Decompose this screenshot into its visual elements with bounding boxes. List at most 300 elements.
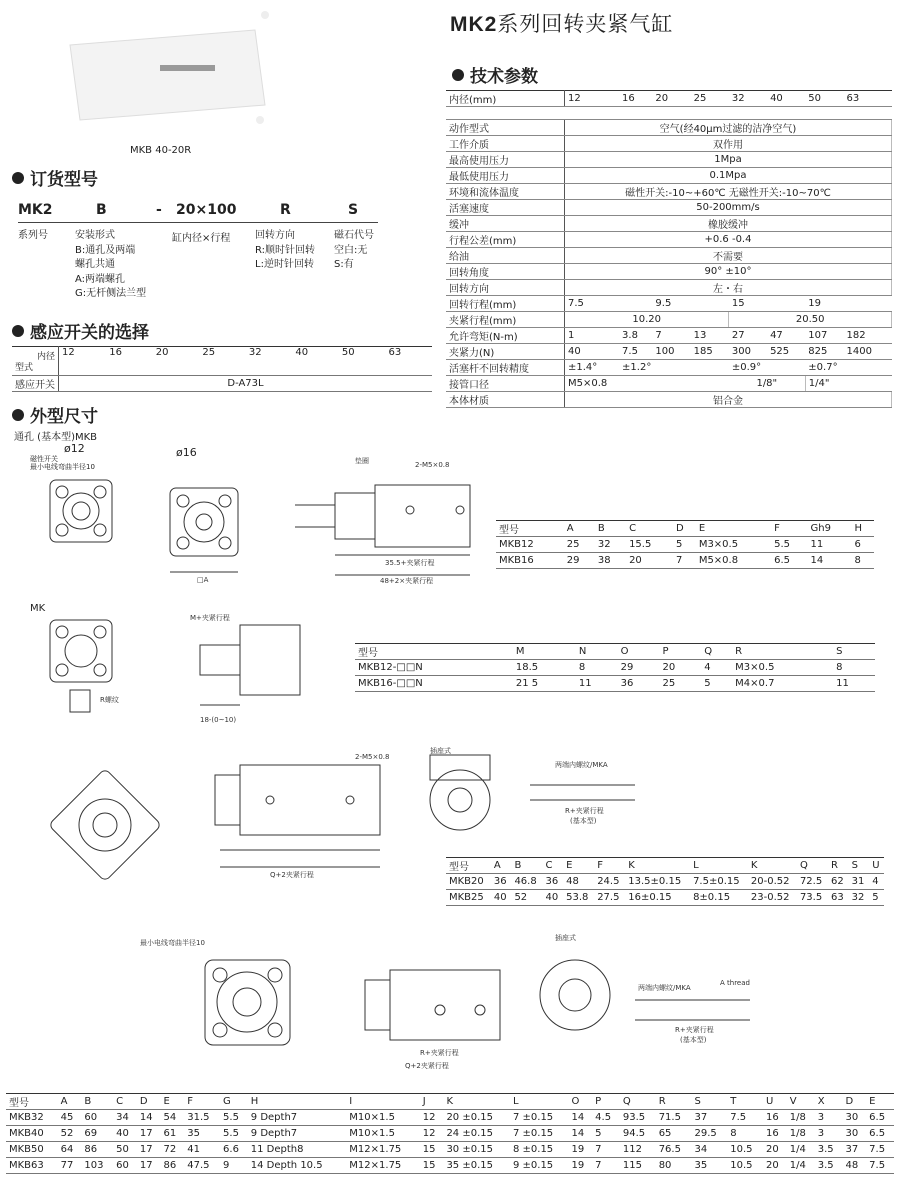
table-cell: 10.5: [727, 1158, 763, 1174]
product-photo: [60, 10, 280, 140]
table-header: [6, 1094, 894, 1110]
order-col-mount: [75, 229, 146, 302]
table-cell: 12: [420, 1126, 444, 1142]
table-cell: 5.5: [220, 1126, 248, 1142]
table-cell: 14 Depth 10.5: [248, 1158, 347, 1174]
front-view-drawing: [145, 460, 255, 590]
table-cell: Q: [701, 644, 732, 660]
table-cell: 40: [491, 890, 512, 906]
table-cell: 29: [564, 553, 595, 569]
table-cell: 35 ±0.15: [443, 1158, 510, 1174]
both-thread-label: 两端内螺纹/MKA: [555, 761, 608, 769]
table-cell: 61: [161, 1126, 185, 1142]
page-title: MK2系列回转夹紧气缸: [450, 12, 674, 36]
table-cell: 64: [58, 1142, 82, 1158]
table-cell: F: [771, 521, 807, 537]
table-cell: K: [443, 1094, 510, 1110]
table-cell: 型号: [355, 644, 513, 660]
order-col-direction: [255, 229, 315, 273]
table-cell: 94.5: [620, 1126, 656, 1142]
table-cell: 31: [849, 874, 870, 890]
table-cell: M3×0.5: [696, 537, 771, 553]
table-cell: 40: [113, 1126, 137, 1142]
washer-label: 垫圈: [355, 457, 369, 465]
table-cell: D: [673, 521, 696, 537]
table-cell: 11 Depth8: [248, 1142, 347, 1158]
mkb20-drawing: [20, 745, 420, 885]
spec-value: 20.50: [729, 312, 892, 328]
spec-label: 环境和流体温度: [446, 184, 565, 200]
table-cell: 25: [564, 537, 595, 553]
spec-label: 允许弯矩(N-m): [446, 328, 565, 344]
table-cell: 7: [592, 1158, 620, 1174]
m5-label: 2-M5×0.8: [355, 753, 390, 761]
table-cell: L: [510, 1094, 568, 1110]
table-cell: 5: [869, 890, 884, 906]
spec-row: [446, 312, 892, 328]
table-cell: B: [595, 521, 626, 537]
bore-cell: 32: [246, 347, 293, 376]
spec-label: 最高使用压力: [446, 152, 565, 168]
order-text: R:顺时针回转: [255, 244, 316, 256]
bore-cell: 16: [619, 91, 652, 107]
table-header: [446, 858, 884, 874]
table-cell: 35: [691, 1158, 727, 1174]
spec-table: [446, 90, 892, 408]
table-cell: 20: [626, 553, 673, 569]
table-cell: 31.5: [184, 1110, 220, 1126]
table-cell: B: [81, 1094, 113, 1110]
table-cell: 34: [691, 1142, 727, 1158]
order-text: 磁石代号: [334, 230, 374, 241]
table-cell: MKB63: [6, 1158, 58, 1174]
spec-value: +0.6 -0.4: [565, 232, 892, 248]
table-cell: 30: [842, 1126, 866, 1142]
svg-text:□A: □A: [197, 576, 209, 584]
spec-row: [446, 216, 892, 232]
table-row: [6, 1110, 894, 1126]
section-order: 订货型号: [12, 165, 98, 190]
spec-value: 不需要: [565, 248, 892, 264]
spec-value: M5×0.8: [565, 376, 729, 392]
code-direction: R: [280, 202, 291, 218]
table-cell: 37: [691, 1110, 727, 1126]
table-cell: T: [727, 1094, 763, 1110]
table-cell: M3×0.5: [732, 660, 833, 676]
table-cell: 14: [807, 553, 851, 569]
spec-label: 回转方向: [446, 280, 565, 296]
mkb32-drawing: [120, 930, 900, 1080]
q-plus-label: Q+2夹紧行程: [405, 1062, 449, 1070]
table-cell: E: [866, 1094, 894, 1110]
spec-row: [446, 360, 892, 376]
table-cell: 86: [81, 1142, 113, 1158]
dim-table-4: [6, 1093, 894, 1174]
table-row: [6, 1142, 894, 1158]
table-cell: 17: [137, 1158, 161, 1174]
spec-value: 空气(经40μm过滤的洁净空气): [565, 120, 892, 136]
table-cell: 5: [701, 676, 732, 692]
table-cell: 38: [595, 553, 626, 569]
table-cell: 20 ±0.15: [443, 1110, 510, 1126]
table-cell: H: [248, 1094, 347, 1110]
bore-cell: 25: [691, 91, 729, 107]
r-plus-label: R+夹紧行程: [675, 1026, 714, 1034]
table-cell: 23-0.52: [748, 890, 797, 906]
table-cell: 60: [113, 1158, 137, 1174]
spec-value: 107: [805, 328, 843, 344]
table-cell: X: [815, 1094, 843, 1110]
r-plus-label: R+夹紧行程: [420, 1049, 459, 1057]
table-cell: 9: [220, 1158, 248, 1174]
r-thread-label: R螺纹: [100, 696, 119, 704]
bore-cell: 40: [292, 347, 339, 376]
table-cell: I: [346, 1094, 419, 1110]
table-cell: 5: [592, 1126, 620, 1142]
spec-value: 825: [805, 344, 843, 360]
table-cell: 1/4: [787, 1158, 815, 1174]
table-cell: 112: [620, 1142, 656, 1158]
table-header: [355, 644, 875, 660]
table-cell: 8 ±0.15: [510, 1142, 568, 1158]
table-cell: 13.5±0.15: [625, 874, 690, 890]
spec-value: 0.1Mpa: [565, 168, 892, 184]
code-series: MK2: [18, 202, 53, 218]
spec-value: 15: [729, 296, 805, 312]
table-cell: O: [568, 1094, 592, 1110]
table-cell: 型号: [496, 521, 564, 537]
spec-row: [446, 328, 892, 344]
table-cell: 1/8: [787, 1126, 815, 1142]
table-cell: 63: [828, 890, 849, 906]
table-cell: 8: [851, 553, 874, 569]
order-text: 螺孔共通: [75, 259, 115, 270]
socket-label: 插座式: [430, 747, 451, 755]
table-cell: E: [563, 858, 594, 874]
table-cell: M4×0.7: [732, 676, 833, 692]
table-cell: 29.5: [691, 1126, 727, 1142]
spec-value: 50-200mm/s: [565, 200, 892, 216]
table-cell: 24 ±0.15: [443, 1126, 510, 1142]
table-cell: 11: [833, 676, 875, 692]
total-length-label: 48+2×夹紧行程: [380, 577, 434, 585]
switch-corner-bottom: 型式: [15, 363, 34, 373]
table-cell: 6: [851, 537, 874, 553]
order-col-series: [18, 229, 48, 243]
table-row: [446, 890, 884, 906]
table-cell: O: [618, 644, 660, 660]
table-cell: Q: [620, 1094, 656, 1110]
bore-cell: 16: [106, 347, 153, 376]
table-cell: 30 ±0.15: [443, 1142, 510, 1158]
table-cell: S: [691, 1094, 727, 1110]
switch-value: D-A73L: [59, 376, 433, 392]
socket-label: 插座式: [555, 934, 576, 942]
table-cell: H: [851, 521, 874, 537]
bore-cell: 32: [729, 91, 767, 107]
socket-drawing: [400, 745, 650, 855]
table-cell: S: [833, 644, 875, 660]
spec-label: 行程公差(mm): [446, 232, 565, 248]
dim-table-1: [496, 520, 874, 569]
table-cell: 9 Depth7: [248, 1110, 347, 1126]
spec-label: 活塞速度: [446, 200, 565, 216]
side-view-drawing: [275, 455, 485, 585]
min-bend-label: 最小电线弯曲半径10: [140, 939, 205, 947]
table-cell: 7 ±0.15: [510, 1126, 568, 1142]
table-cell: MKB12: [496, 537, 564, 553]
table-cell: D: [842, 1094, 866, 1110]
table-cell: 40: [543, 890, 564, 906]
table-cell: L: [690, 858, 748, 874]
table-cell: 12: [420, 1110, 444, 1126]
table-cell: 36: [543, 874, 564, 890]
code-magnet: S: [348, 202, 359, 218]
table-cell: P: [659, 644, 701, 660]
basic-label: (基本型): [570, 817, 597, 825]
table-cell: MKB16: [496, 553, 564, 569]
spec-value: 185: [691, 344, 729, 360]
table-cell: 50: [113, 1142, 137, 1158]
table-cell: C: [543, 858, 564, 874]
spec-value: 100: [652, 344, 690, 360]
table-cell: 型号: [446, 858, 491, 874]
table-cell: MKB20: [446, 874, 491, 890]
table-cell: 35: [184, 1126, 220, 1142]
spec-row: [446, 248, 892, 264]
dims-subtitle: 通孔 (基本型)MKB: [14, 432, 98, 443]
m5-label: 2-M5×0.8: [415, 461, 450, 469]
table-cell: 103: [81, 1158, 113, 1174]
table-cell: 93.5: [620, 1110, 656, 1126]
table-cell: R: [656, 1094, 692, 1110]
table-cell: 20: [763, 1142, 787, 1158]
table-cell: 7.5: [866, 1158, 894, 1174]
table-cell: 80: [656, 1158, 692, 1174]
table-cell: M10×1.5: [346, 1110, 419, 1126]
spec-value: ±1.4°: [565, 360, 620, 376]
spec-row: [446, 184, 892, 200]
spec-value: 橡胶缓冲: [565, 216, 892, 232]
table-cell: C: [113, 1094, 137, 1110]
spec-label: 动作型式: [446, 120, 565, 136]
spec-value: 1/4": [805, 376, 891, 392]
table-cell: 3.5: [815, 1142, 843, 1158]
table-cell: 20: [659, 660, 701, 676]
table-cell: 16: [763, 1110, 787, 1126]
table-cell: J: [420, 1094, 444, 1110]
spec-value: ±1.2°: [619, 360, 729, 376]
spec-row: [446, 168, 892, 184]
table-cell: A: [491, 858, 512, 874]
table-cell: 9 Depth7: [248, 1126, 347, 1142]
table-cell: 36: [618, 676, 660, 692]
spec-label: 夹紧行程(mm): [446, 312, 565, 328]
spec-value: 7: [652, 328, 690, 344]
table-cell: 5.5: [220, 1110, 248, 1126]
spec-value: 9.5: [652, 296, 728, 312]
code-mount: B: [96, 202, 107, 218]
bore-cell: 12: [565, 91, 620, 107]
q-plus-label: Q+2夹紧行程: [270, 871, 314, 879]
table-cell: 69: [81, 1126, 113, 1142]
spec-value: 磁性开关:-10~+60℃ 无磁性开关:-10~70℃: [565, 184, 892, 200]
table-cell: 76.5: [656, 1142, 692, 1158]
spec-row: [446, 392, 892, 408]
dim-table-2: [355, 643, 875, 692]
table-cell: U: [763, 1094, 787, 1110]
table-cell: V: [787, 1094, 815, 1110]
spec-value: 300: [729, 344, 767, 360]
table-cell: 16±0.15: [625, 890, 690, 906]
bore-cell: 50: [805, 91, 843, 107]
table-cell: Q: [797, 858, 828, 874]
table-cell: 3.5: [815, 1158, 843, 1174]
mk-label: MK: [30, 603, 46, 614]
spec-value: 双作用: [565, 136, 892, 152]
table-row: [6, 1126, 894, 1142]
table-cell: 4.5: [592, 1110, 620, 1126]
order-text: L:逆时针回转: [255, 259, 314, 270]
table-cell: 14: [568, 1110, 592, 1126]
table-cell: 21 5: [513, 676, 576, 692]
front-view-drawing: [40, 470, 130, 550]
spec-value: 525: [767, 344, 805, 360]
clamp-stroke-label: 35.5+夹紧行程: [385, 559, 435, 567]
spec-row: [446, 264, 892, 280]
order-text: A:两端螺孔: [75, 273, 126, 285]
table-cell: MKB50: [6, 1142, 58, 1158]
table-cell: 18.5: [513, 660, 576, 676]
table-cell: 1/8: [787, 1110, 815, 1126]
section-tech: 技术参数: [452, 62, 538, 87]
spec-value: 3.8: [619, 328, 652, 344]
table-cell: 6.5: [771, 553, 807, 569]
table-cell: K: [748, 858, 797, 874]
table-cell: 25: [659, 676, 701, 692]
table-cell: E: [696, 521, 771, 537]
table-cell: 7.5: [727, 1110, 763, 1126]
table-cell: 15: [420, 1158, 444, 1174]
spec-value: 10.20: [565, 312, 729, 328]
table-cell: A: [58, 1094, 82, 1110]
bore-cell: 63: [385, 347, 432, 376]
table-cell: 19: [568, 1142, 592, 1158]
table-cell: 46.8: [511, 874, 542, 890]
spec-row: [446, 200, 892, 216]
photo-caption: MKB 40-20R: [130, 145, 192, 156]
table-cell: C: [626, 521, 673, 537]
table-cell: 15.5: [626, 537, 673, 553]
table-cell: 8: [576, 660, 618, 676]
table-cell: 型号: [6, 1094, 58, 1110]
table-cell: 34: [113, 1110, 137, 1126]
table-cell: 73.5: [797, 890, 828, 906]
table-cell: Gh9: [807, 521, 851, 537]
spec-value: 1/8": [729, 376, 805, 392]
table-cell: 10.5: [727, 1142, 763, 1158]
table-cell: K: [625, 858, 690, 874]
table-row: [355, 660, 875, 676]
table-cell: 17: [137, 1126, 161, 1142]
spec-value: ±0.7°: [805, 360, 891, 376]
code-bore-stroke: 20×100: [176, 202, 237, 218]
spec-row: [446, 232, 892, 248]
table-cell: 60: [81, 1110, 113, 1126]
table-cell: 53.8: [563, 890, 594, 906]
bore-cell: 63: [844, 91, 892, 107]
spec-label: 回转角度: [446, 264, 565, 280]
switch-table: [12, 346, 432, 392]
table-cell: U: [869, 858, 884, 874]
table-cell: F: [184, 1094, 220, 1110]
section-dims: 外型尺寸: [12, 402, 98, 427]
table-cell: 7.5: [866, 1142, 894, 1158]
order-col-magnet: [334, 229, 374, 273]
table-cell: M12×1.75: [346, 1158, 419, 1174]
table-cell: 72.5: [797, 874, 828, 890]
dim-table-3: [446, 857, 884, 906]
table-cell: E: [161, 1094, 185, 1110]
table-cell: 54: [161, 1110, 185, 1126]
table-cell: R: [732, 644, 833, 660]
table-cell: 1/4: [787, 1142, 815, 1158]
table-cell: D: [137, 1094, 161, 1110]
order-code-row: [18, 200, 378, 223]
spec-label: 回转行程(mm): [446, 296, 565, 312]
bullet-icon: [12, 409, 24, 421]
order-text: 回转方向: [255, 230, 295, 241]
table-cell: S: [849, 858, 870, 874]
table-cell: 52: [58, 1126, 82, 1142]
spec-row: [446, 296, 892, 312]
switch-value-row: [12, 376, 432, 392]
table-cell: 24.5: [594, 874, 625, 890]
table-cell: 6.5: [866, 1110, 894, 1126]
spec-label: 缓冲: [446, 216, 565, 232]
spec-label: 给油: [446, 248, 565, 264]
table-cell: 17: [137, 1142, 161, 1158]
order-text: 缸内径×行程: [172, 233, 231, 244]
a-thread-label: A thread: [720, 979, 750, 987]
table-cell: 16: [763, 1126, 787, 1142]
spec-value: 1Mpa: [565, 152, 892, 168]
table-cell: 77: [58, 1158, 82, 1174]
spec-value: 1400: [844, 344, 892, 360]
switch-corner-top: 内径: [36, 352, 55, 362]
table-cell: 32: [595, 537, 626, 553]
spec-row: [446, 152, 892, 168]
table-row: [496, 553, 874, 569]
order-text: G:无杆侧法兰型: [75, 288, 147, 299]
table-cell: MKB25: [446, 890, 491, 906]
table-cell: 47.5: [184, 1158, 220, 1174]
table-cell: 27.5: [594, 890, 625, 906]
spec-label: 最低使用压力: [446, 168, 565, 184]
m-plus-label: M+夹紧行程: [190, 614, 230, 622]
table-cell: 52: [511, 890, 542, 906]
spec-row: [446, 280, 892, 296]
mk-drawing: [40, 610, 320, 735]
table-row: [446, 874, 884, 890]
table-cell: MKB16-□□N: [355, 676, 513, 692]
table-cell: 71.5: [656, 1110, 692, 1126]
table-cell: 7.5±0.15: [690, 874, 748, 890]
eighteen-label: 18-(0~10): [200, 716, 237, 724]
table-cell: 29: [618, 660, 660, 676]
spec-value: 13: [691, 328, 729, 344]
r-plus-label: R+夹紧行程: [565, 807, 604, 815]
